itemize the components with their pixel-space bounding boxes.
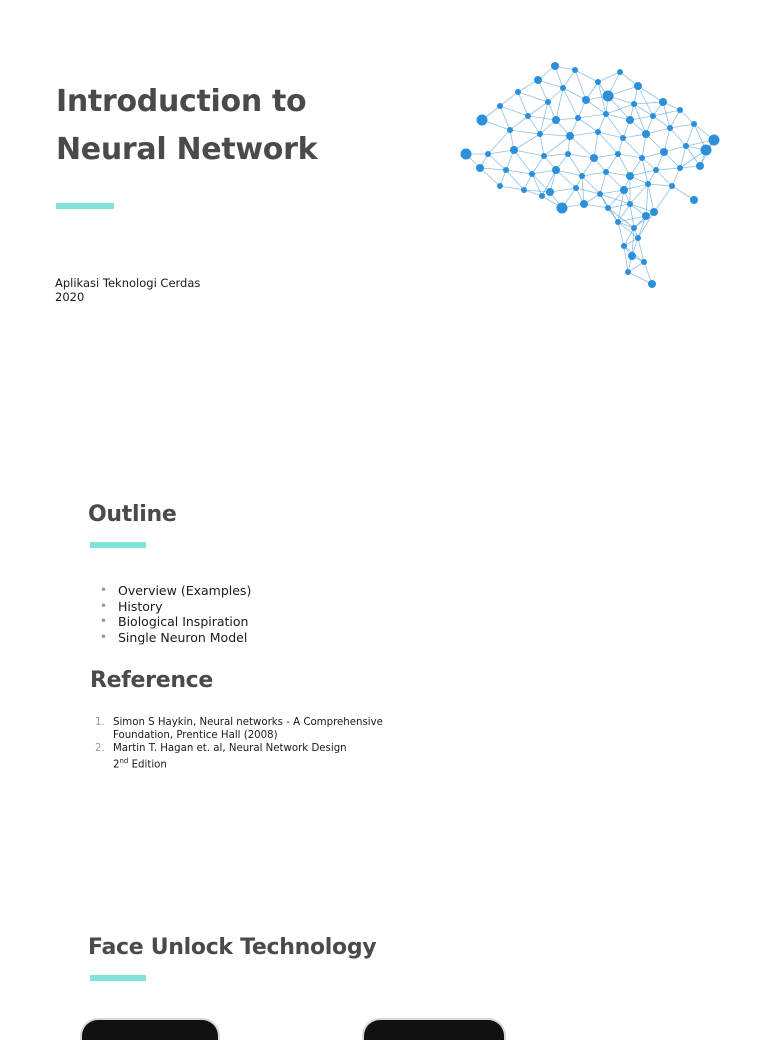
brain-node bbox=[580, 200, 588, 208]
outline-title: Outline bbox=[88, 502, 177, 527]
brain-node bbox=[631, 101, 637, 107]
title-line-2: Neural Network bbox=[56, 132, 318, 167]
subtitle bbox=[55, 276, 200, 304]
brain-node bbox=[552, 116, 560, 124]
title-line-1: Introduction to bbox=[56, 84, 307, 119]
brain-node bbox=[497, 103, 503, 109]
brain-node bbox=[626, 116, 634, 124]
brain-node bbox=[510, 146, 518, 154]
brain-node bbox=[595, 129, 601, 135]
brain-node bbox=[575, 115, 581, 121]
brain-node bbox=[620, 186, 628, 194]
brain-node bbox=[515, 89, 521, 95]
brain-node bbox=[691, 121, 697, 127]
brain-node bbox=[503, 167, 509, 173]
face-unlock-title: Face Unlock Technology bbox=[88, 935, 377, 960]
brain-node bbox=[653, 167, 659, 173]
brain-node bbox=[461, 149, 472, 160]
page-title bbox=[56, 78, 317, 174]
list-item: • Biological Inspiration bbox=[100, 614, 249, 629]
brain-node bbox=[650, 208, 658, 216]
brain-node bbox=[690, 196, 698, 204]
phone-image-left bbox=[80, 1018, 220, 1040]
brain-node bbox=[521, 187, 527, 193]
brain-node bbox=[603, 111, 609, 117]
brain-node bbox=[620, 135, 626, 141]
brain-node bbox=[582, 96, 590, 104]
brain-node bbox=[648, 280, 656, 288]
brain-node bbox=[626, 172, 634, 180]
brain-node bbox=[625, 269, 631, 275]
brain-node bbox=[551, 62, 559, 70]
brain-node bbox=[635, 235, 641, 241]
brain-node bbox=[590, 154, 598, 162]
brain-node bbox=[595, 79, 601, 85]
brain-node bbox=[659, 98, 667, 106]
brain-node bbox=[579, 173, 585, 179]
brain-node bbox=[507, 127, 513, 133]
brain-node bbox=[477, 115, 488, 126]
brain-node bbox=[642, 130, 650, 138]
subtitle-course: Aplikasi Teknologi Cerdas bbox=[55, 276, 201, 290]
reference-list bbox=[95, 716, 383, 771]
brain-node bbox=[641, 259, 647, 265]
brain-node bbox=[537, 131, 543, 137]
brain-node bbox=[566, 132, 574, 140]
brain-node bbox=[603, 169, 609, 175]
brain-node bbox=[677, 165, 683, 171]
brain-node bbox=[634, 82, 642, 90]
brain-node bbox=[605, 205, 611, 211]
brain-node bbox=[552, 166, 560, 174]
brain-node bbox=[560, 85, 566, 91]
brain-node bbox=[534, 76, 542, 84]
brain-node bbox=[677, 107, 683, 113]
neural-brain-icon bbox=[458, 58, 722, 290]
brain-node bbox=[565, 151, 571, 157]
brain-node bbox=[645, 181, 651, 187]
brain-node bbox=[642, 212, 650, 220]
brain-node bbox=[631, 225, 637, 231]
brain-node bbox=[627, 201, 633, 207]
list-item: • Overview (Examples) bbox=[100, 583, 252, 598]
brain-node bbox=[669, 183, 675, 189]
brain-node bbox=[650, 113, 656, 119]
brain-node bbox=[683, 143, 689, 149]
brain-node bbox=[603, 91, 614, 102]
brain-node bbox=[485, 151, 491, 157]
brain-node bbox=[709, 135, 720, 146]
brain-node bbox=[667, 125, 673, 131]
list-item: • History bbox=[100, 598, 163, 614]
brain-node bbox=[597, 191, 603, 197]
brain-node bbox=[615, 151, 621, 157]
phone-image-right bbox=[362, 1018, 506, 1040]
list-item: • Single Neuron Model bbox=[100, 629, 248, 645]
list-item: 2. Martin T. Hagan et. al, Neural Network Design 2nd Edition bbox=[95, 743, 347, 771]
outline-accent-bar bbox=[90, 542, 146, 548]
brain-node bbox=[628, 252, 636, 260]
brain-node bbox=[546, 188, 554, 196]
brain-node bbox=[539, 193, 545, 199]
brain-node bbox=[525, 113, 531, 119]
list-item: 1. Simon S Haykin, Neural networks - A Comprehensive Foundation, Prentice Hall (2008) bbox=[95, 717, 383, 741]
brain-node bbox=[497, 183, 503, 189]
brain-node bbox=[639, 155, 645, 161]
reference-title: Reference bbox=[90, 668, 214, 693]
brain-node bbox=[541, 153, 547, 159]
brain-node bbox=[615, 219, 621, 225]
brain-node bbox=[696, 162, 704, 170]
title-accent-bar bbox=[56, 203, 114, 209]
outline-list bbox=[100, 583, 251, 645]
brain-node bbox=[617, 69, 623, 75]
brain-node bbox=[529, 171, 535, 177]
brain-node bbox=[701, 145, 712, 156]
brain-node bbox=[557, 203, 568, 214]
brain-node bbox=[572, 67, 578, 73]
brain-node bbox=[476, 164, 484, 172]
brain-node bbox=[621, 243, 627, 249]
face-unlock-accent-bar bbox=[90, 975, 146, 981]
slide-title bbox=[0, 0, 768, 330]
brain-node bbox=[573, 185, 579, 191]
brain-node bbox=[660, 148, 668, 156]
brain-node bbox=[545, 99, 551, 105]
subtitle-year: 2020 bbox=[55, 290, 85, 304]
